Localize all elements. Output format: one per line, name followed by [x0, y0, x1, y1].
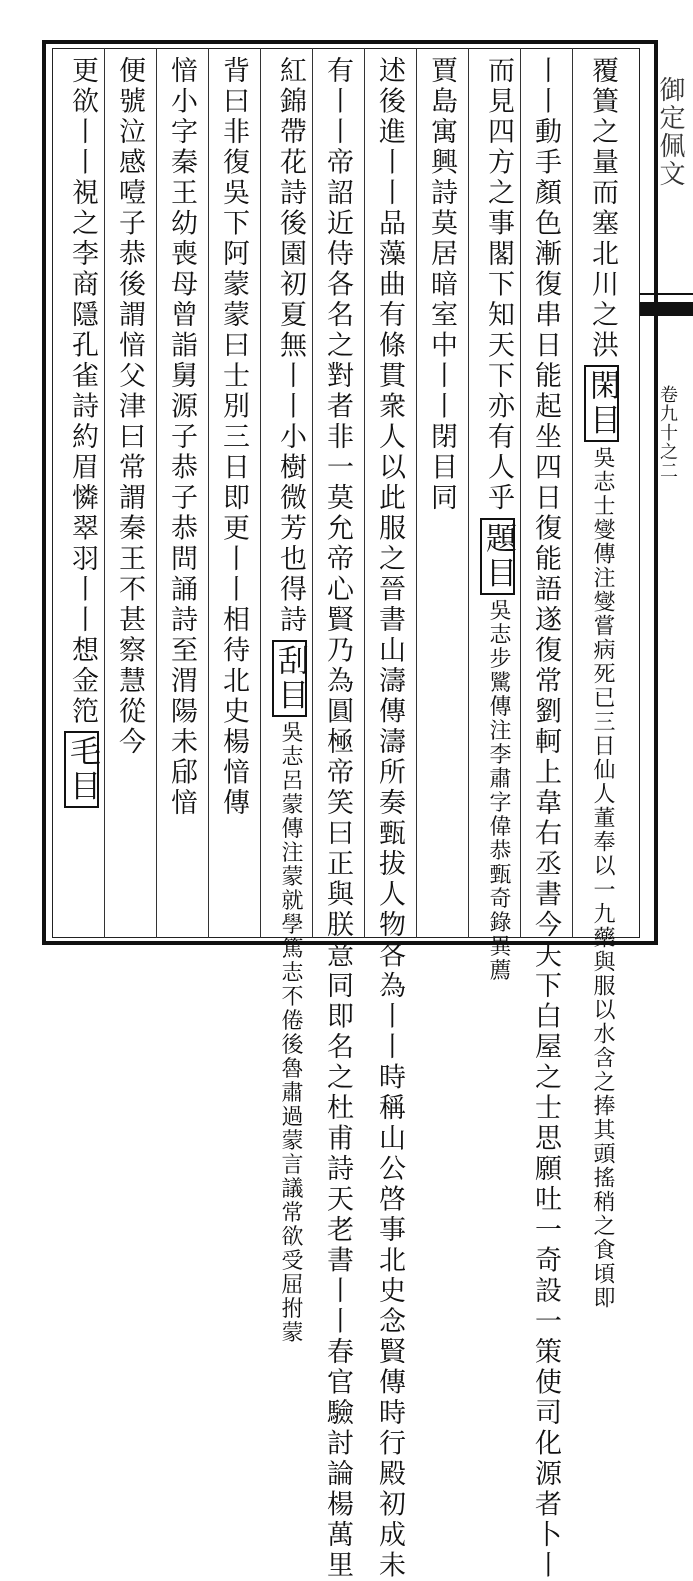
heading-tag: 刮目 [272, 640, 307, 717]
column-text: 便號泣感噎子恭後謂愔父津曰常謂秦王不甚察慧從今 [114, 56, 145, 758]
center-margin [640, 40, 693, 945]
column-rule [156, 48, 157, 938]
column-text: 述後進丨丨品藻曲有條貫衆人以此服之晉書山濤傳濤所奏甄拔人物各為丨丨時稱山公啓事北史念賢傳時行殿初成未 [374, 56, 405, 1581]
annotation: 吳志士燮傳注燮嘗病死已三日仙人董奉以一九藥與服以水含之捧其頭搖稍之食頃即 [590, 446, 615, 1310]
column-text: 紅錦帶花詩後園初夏無丨丨小樹微芳也得詩 [275, 56, 306, 636]
column-text: 有丨丨帝詔近侍各名之對者非一莫允帝心賢乃為圓極帝笑曰正與朕意同即名之杜甫詩天老書丨丨春官驗討論楊萬里 [322, 56, 353, 1581]
column-rule [520, 48, 521, 938]
banxin-title: 御定佩文 [655, 76, 685, 188]
column-rule [572, 48, 573, 938]
column-rule [208, 48, 209, 938]
text-column-4 [428, 56, 455, 926]
text-column-1 [584, 56, 620, 1310]
text-column-8 [220, 56, 247, 926]
juan-number: 卷九十之二 [657, 385, 678, 480]
fishtail-mark [640, 302, 693, 316]
column-rule [468, 48, 469, 938]
column-rule [260, 48, 261, 938]
heading-tag: 題目 [480, 518, 515, 595]
text-column-7 [272, 56, 308, 1345]
text-column-9 [168, 56, 195, 926]
column-rule [104, 48, 105, 938]
annotation: 吳志步騭傳注李肅字偉恭甄奇錄異薦 [486, 598, 511, 983]
column-rule [364, 48, 365, 938]
column-text: 背曰非復吳下阿蒙蒙曰士別三日即更丨丨相待北史楊愔傳 [218, 56, 249, 819]
text-column-10 [116, 56, 143, 926]
column-rule [416, 48, 417, 938]
column-text: 覆簣之量而塞北川之洪 [587, 56, 618, 361]
column-text: 丨丨動手顏色漸復串日能起坐四日復能語遂復常劉軻上韋右丞書今天下白屋之士思願吐一奇設一策使司化源者卜丨 [530, 56, 561, 1581]
heading-tag: 毛目 [64, 731, 99, 808]
text-column-3 [480, 56, 516, 983]
annotation: 吳志呂蒙傳注蒙就學篤志不倦後魯肅過蒙言議常欲受屈拊蒙 [278, 720, 303, 1345]
text-column-2 [530, 56, 561, 1581]
heading-tag: 閑目 [584, 365, 619, 442]
column-text: 賈島寓興詩莫居暗室中丨丨閉目同 [426, 56, 457, 514]
column-rule [312, 48, 313, 938]
column-text: 愔小字秦王幼喪母曾詣舅源子恭子恭問誦詩至渭陽未郈愔 [166, 56, 197, 819]
text-column-6 [322, 56, 353, 1581]
text-column-5 [374, 56, 405, 1581]
text-column-11 [64, 56, 99, 926]
column-text: 更欲丨丨視之李商隱孔雀詩約眉憐翠羽丨丨想金笵 [67, 56, 98, 727]
column-text: 而見四方之事閣下知天下亦有人乎 [483, 56, 514, 514]
